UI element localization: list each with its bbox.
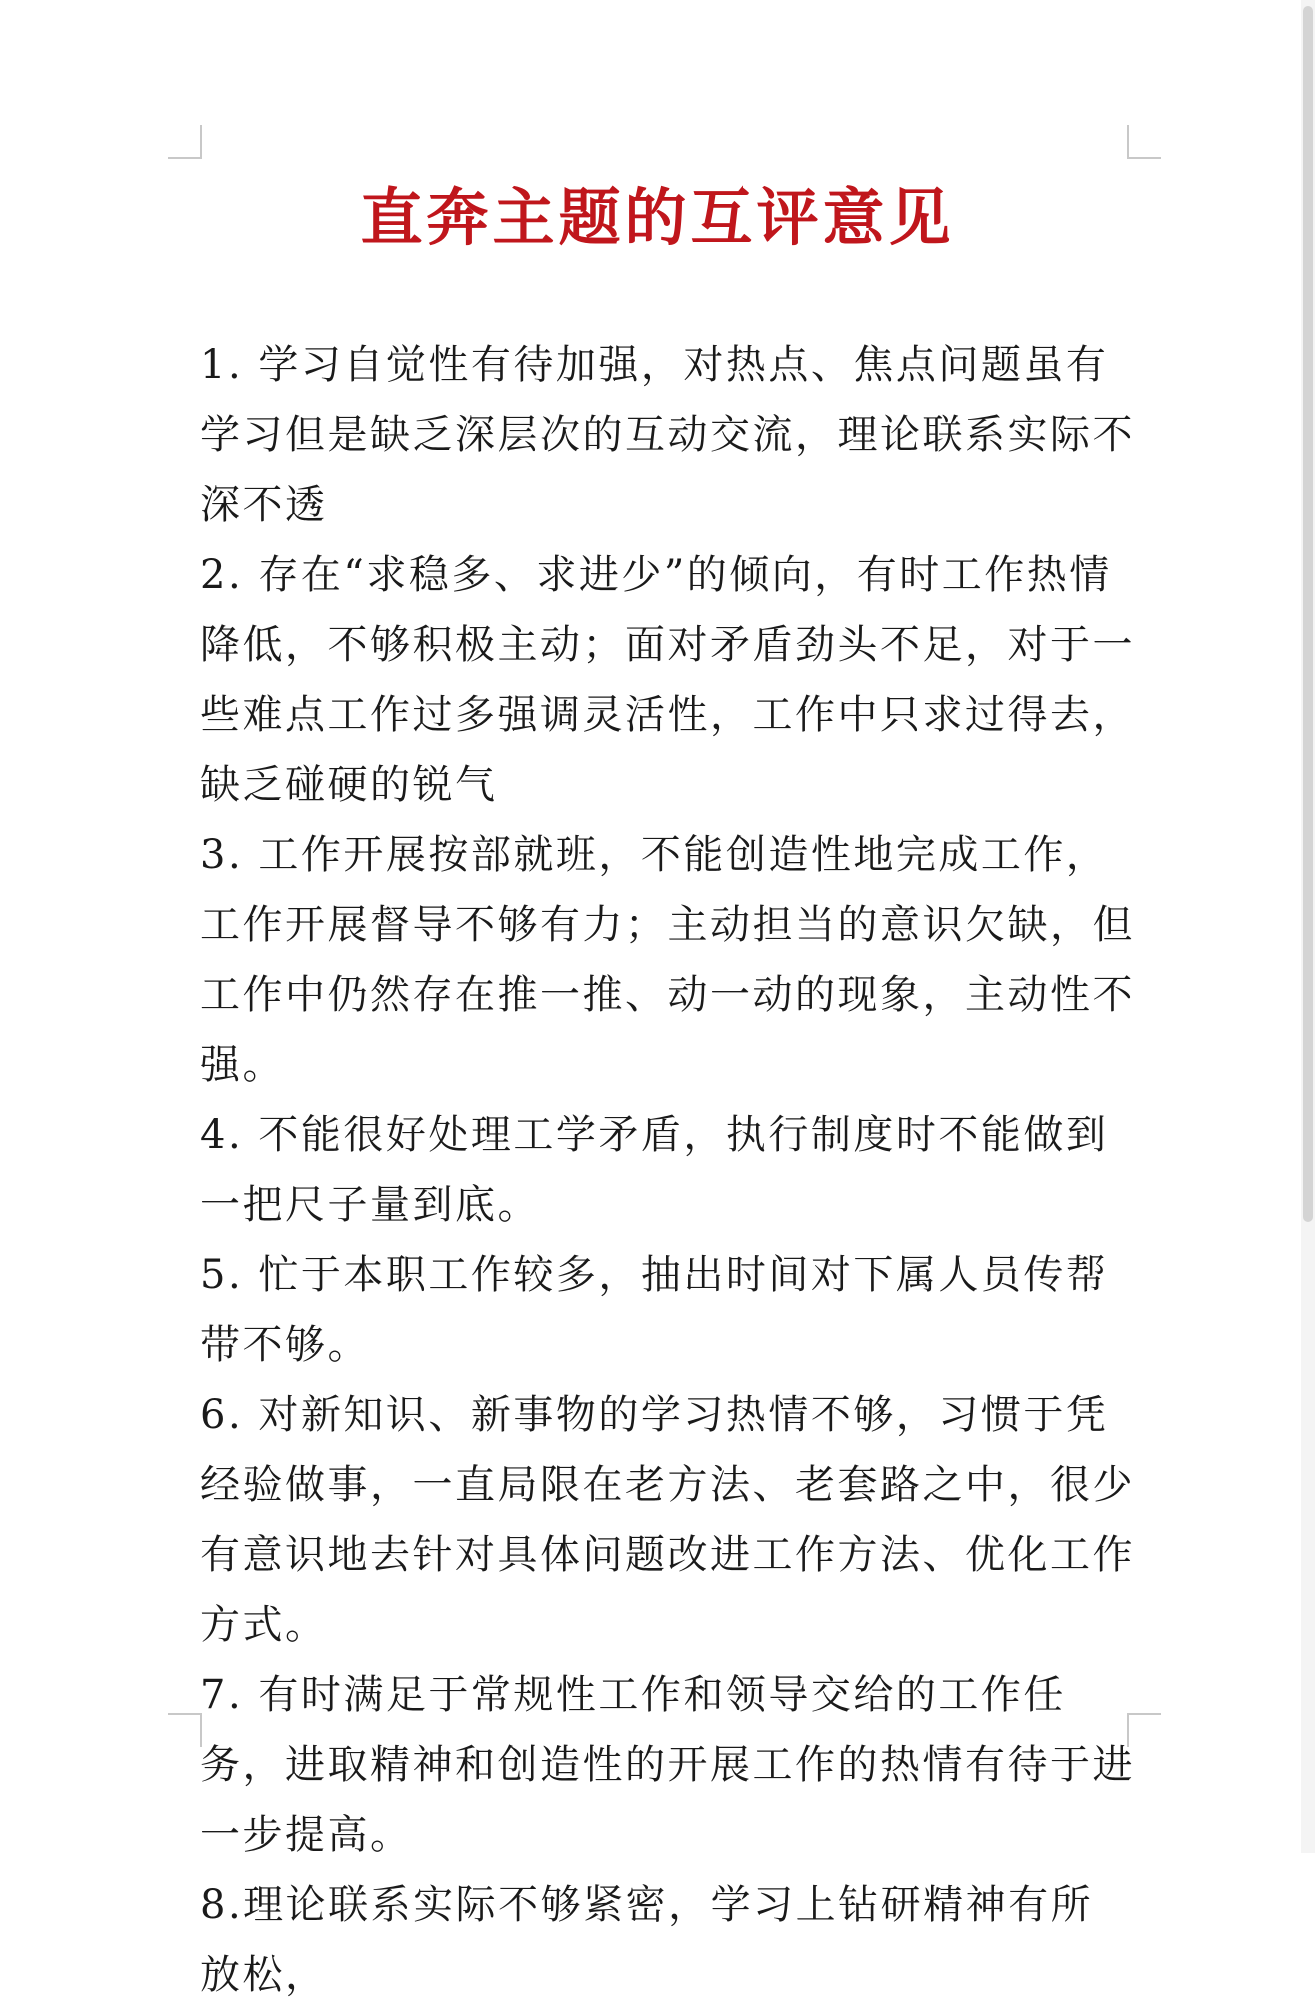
scrollbar-thumb[interactable] (1303, 6, 1313, 1222)
list-item-4: 4. 不能很好处理工学矛盾，执行制度时不能做到一把尺子量到底。 (200, 1112, 1109, 1228)
crop-mark-bottom-left (168, 1713, 202, 1747)
list-item-2: 2. 存在“求稳多、求进少”的倾向，有时工作热情降低，不够积极主动；面对矛盾劲头不足，对于一些难点工作过多强调灵活性，工作中只求过得去，缺乏碰硬的锐气 (200, 552, 1135, 808)
crop-mark-top-right (1127, 125, 1161, 159)
list-item-3: 3. 工作开展按部就班，不能创造性地完成工作，工作开展督导不够有力；主动担当的意识欠缺，但工作中仍然存在推一推、动一动的现象，主动性不强。 (200, 832, 1135, 1088)
list-item-7: 7. 有时满足于常规性工作和领导交给的工作任务，进取精神和创造性的开展工作的热情有待于进一步提高。 (200, 1672, 1135, 1858)
list-item-5: 5. 忙于本职工作较多，抽出时间对下属人员传帮带不够。 (200, 1252, 1109, 1368)
list-item-8: 8.理论联系实际不够紧密，学习上钻研精神有所放松， (200, 1882, 1094, 1998)
document-title: 直奔主题的互评意见 (360, 181, 955, 254)
list-item-1: 1. 学习自觉性有待加强，对热点、焦点问题虽有学习但是缺乏深层次的互动交流，理论联系实际不深不透 (200, 342, 1135, 528)
crop-mark-top-left (168, 125, 202, 159)
vertical-scrollbar[interactable] (1301, 0, 1315, 1853)
list-item-6: 6. 对新知识、新事物的学习热情不够，习惯于凭经验做事，一直局限在老方法、老套路之中，很少有意识地去针对具体问题改进工作方法、优化工作方式。 (200, 1392, 1135, 1648)
document-body (200, 330, 1135, 2010)
